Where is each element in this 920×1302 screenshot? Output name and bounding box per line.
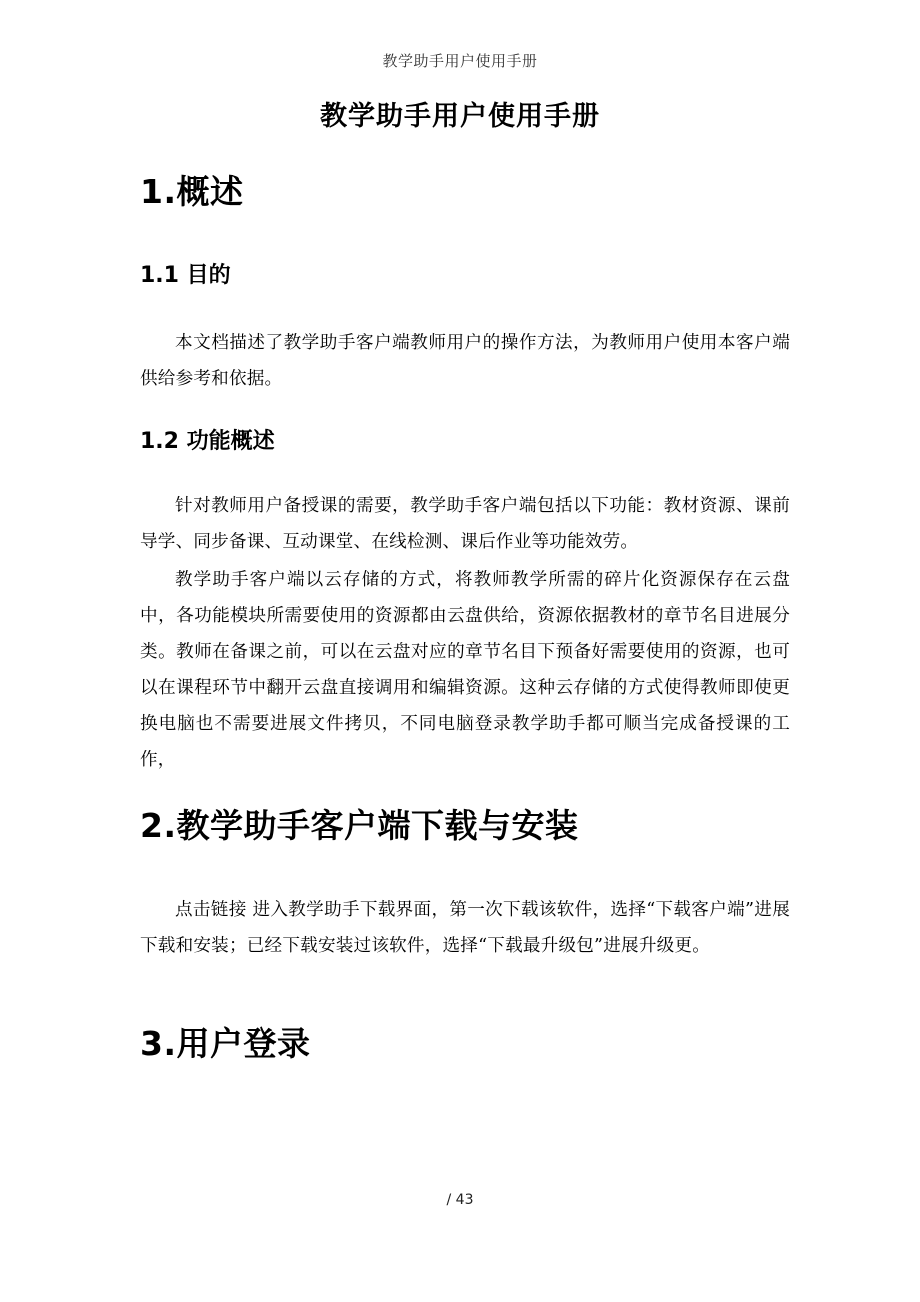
subsection-heading-purpose: 1.1 目的	[140, 263, 231, 288]
running-header: 教学助手用户使用手册	[382, 52, 538, 70]
section-heading-download-install: 2.教学助手客户端下载与安装	[140, 806, 579, 845]
document-title: 教学助手用户使用手册	[320, 101, 600, 132]
paragraph-features-list: 针对教师用户备授课的需要，教学助手客户端包括以下功能：教材资源、课前导学、同步备课、互动课堂、在线检测、课后作业等功能效劳。	[140, 496, 790, 552]
section-heading-overview: 1.概述	[140, 172, 244, 211]
paragraph-purpose: 本文档描述了教学助手客户端教师用户的操作方法，为教师用户使用本客户端供给参考和依据。	[140, 333, 790, 389]
paragraph-download-instructions: 点击链接 进入教学助手下载界面，第一次下载该软件，选择“下载客户端”进展下载和安装；已经下载安装过该软件，选择“下载最升级包”进展升级更。	[140, 900, 790, 956]
page-number: / 43	[446, 1192, 474, 1208]
subsection-heading-features: 1.2 功能概述	[140, 429, 275, 454]
section-heading-user-login: 3.用户登录	[140, 1024, 311, 1063]
paragraph-cloud-storage: 教学助手客户端以云存储的方式，将教师教学所需的碎片化资源保存在云盘中，各功能模块所需要使用的资源都由云盘供给，资源依据教材的章节名目进展分类。教师在备课之前，可以在云盘对应的章节名目下预备好需要使用的资源，也可以在课程环节中翻开云盘直接调用和编辑资源。这种云存储的方式使得教师即使更换电脑也不需要进展文件拷贝，不同电脑登录教学助手都可顺当完成备授课的工作，	[140, 570, 790, 770]
